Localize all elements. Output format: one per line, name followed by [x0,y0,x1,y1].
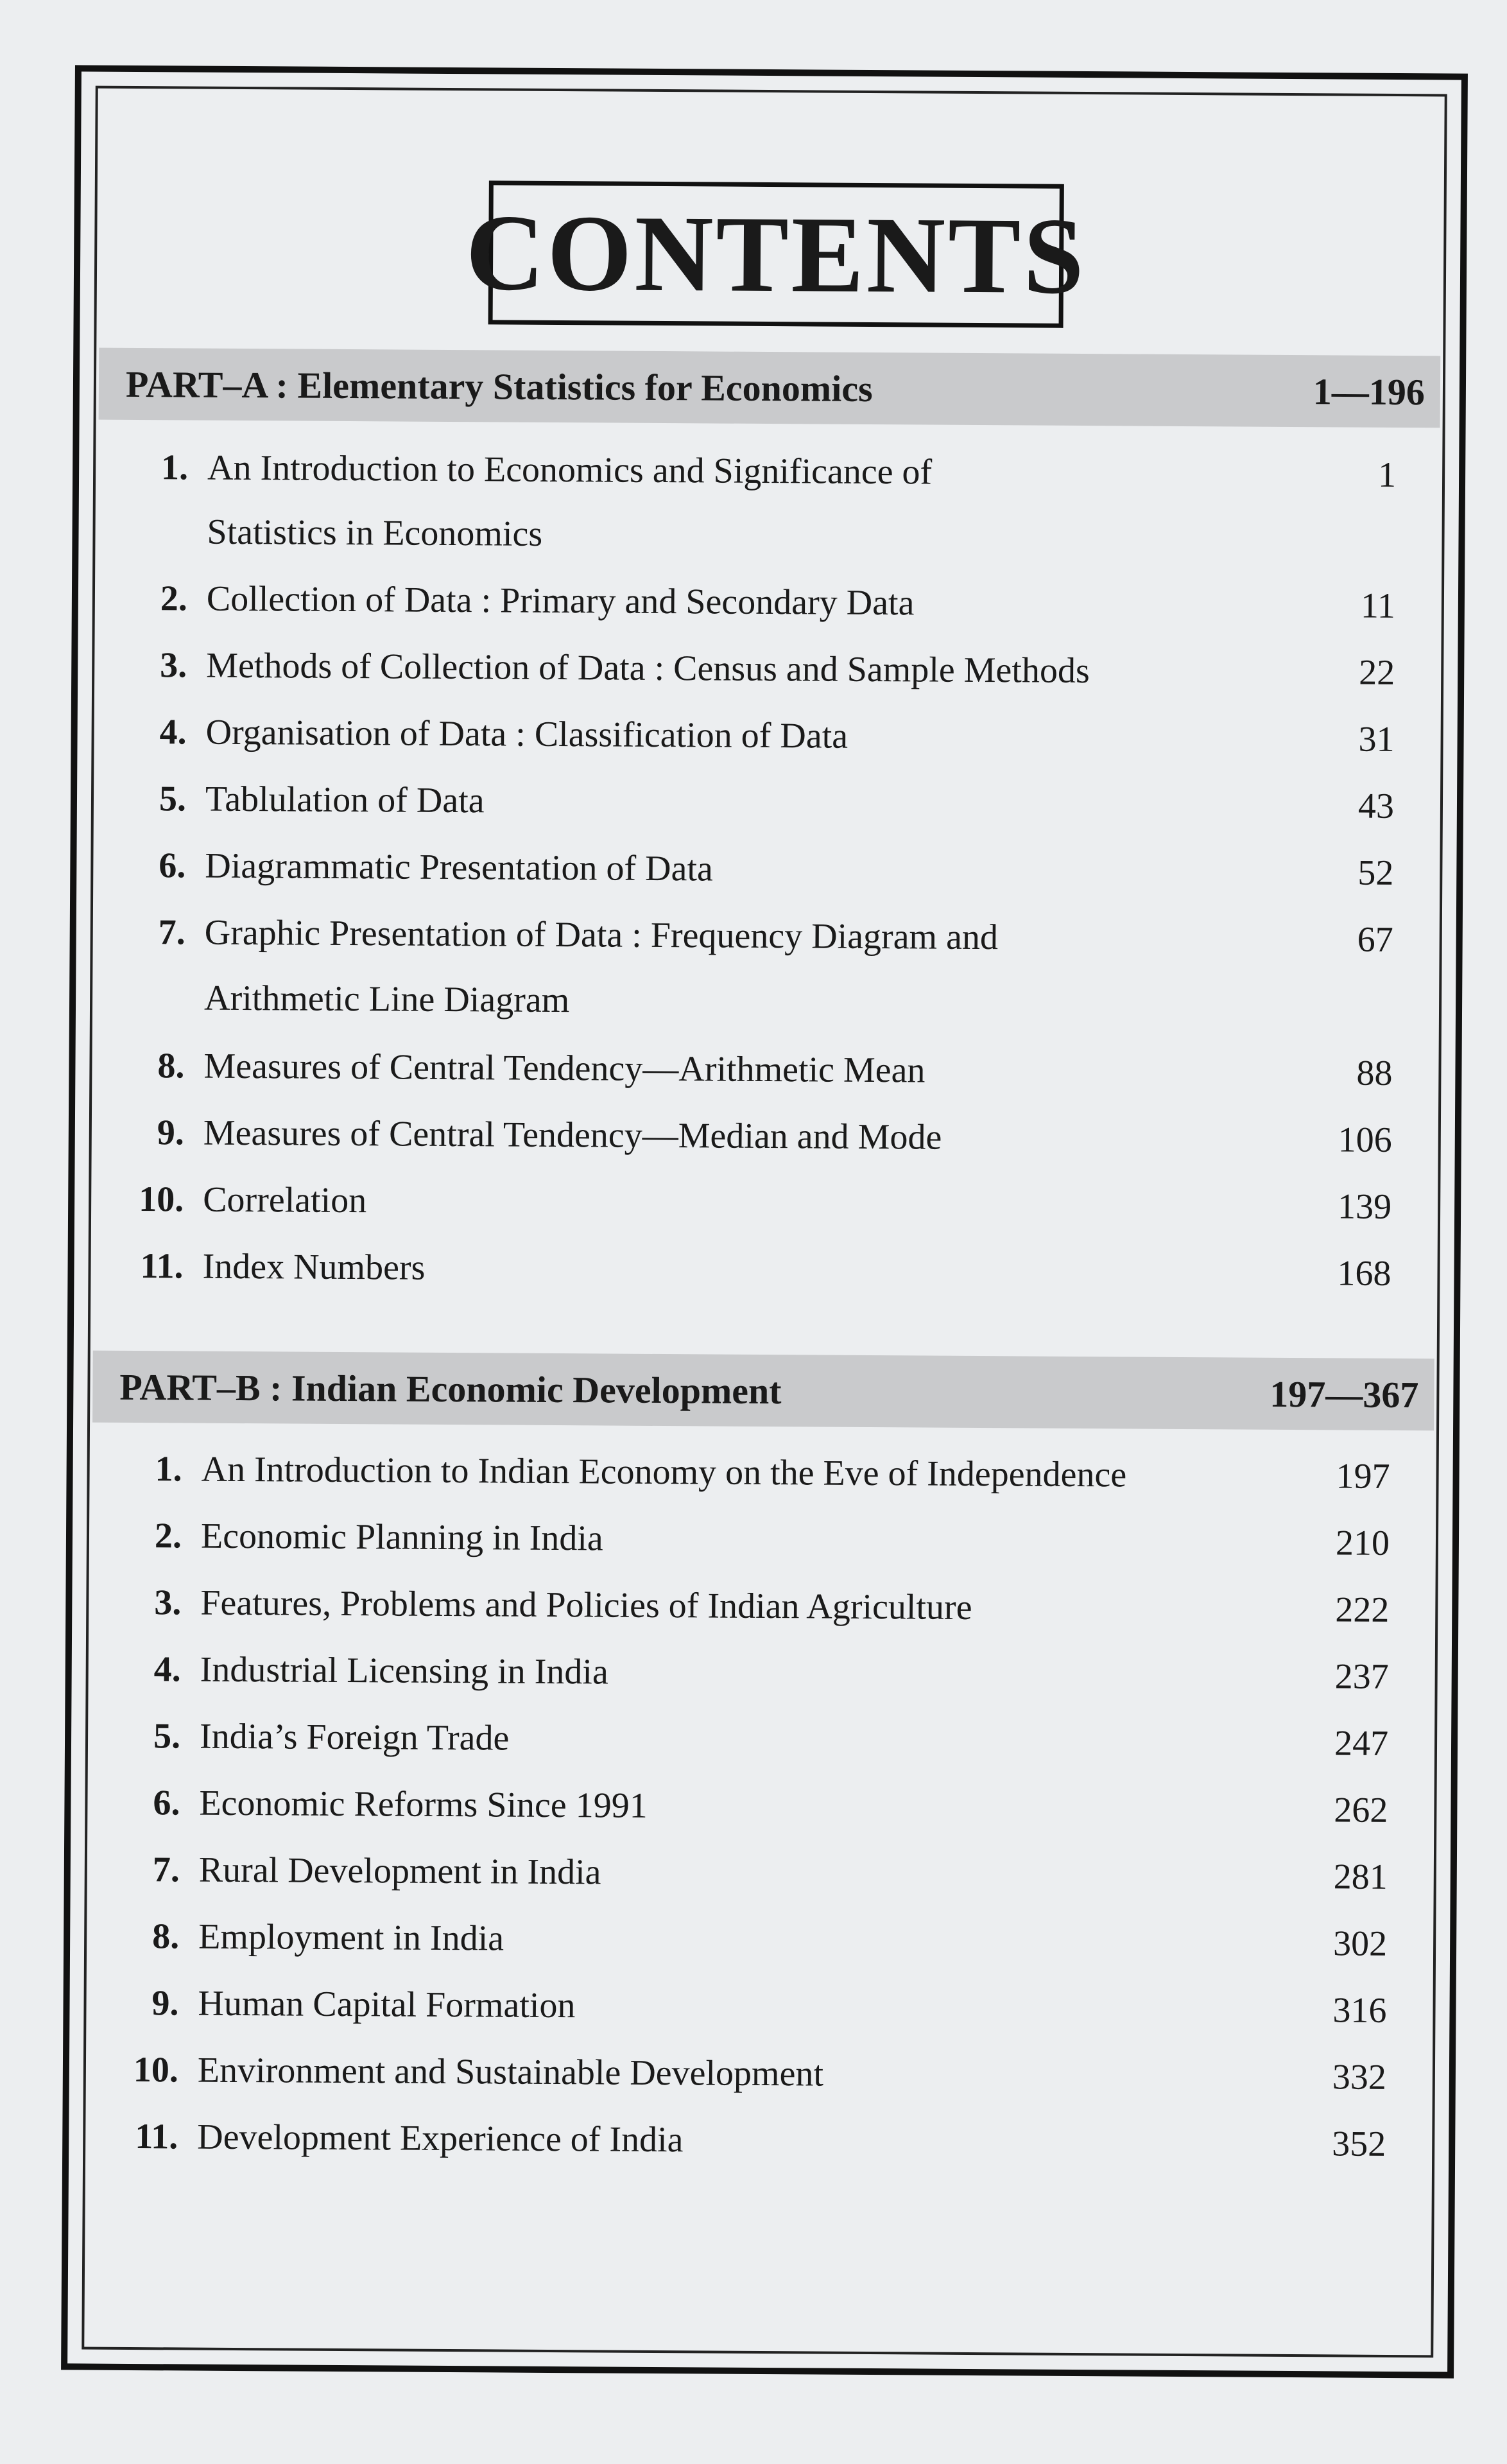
entry-title-line2: Arithmetic Line Diagram [203,978,570,1021]
entry-title: Features, Problems and Policies of Indian Agriculture [200,1583,972,1627]
entry-title: An Introduction to Economics and Significance of [207,447,933,492]
part-b-page-range: 197—367 [1270,1373,1419,1416]
entry-title: Environment and Sustainable Development [197,2050,824,2094]
entry-number: 2. [154,1516,182,1556]
entry-title: Methods of Collection of Data : Census and Sample Methods [206,645,1090,691]
entry-number: 10. [139,1179,184,1220]
entry-title: Collection of Data : Primary and Secondary Data [206,578,915,623]
entry-title: Human Capital Formation [198,1983,576,2026]
entry-number: 1. [155,1449,182,1489]
entry-title: Index Numbers [202,1246,426,1288]
entry-number: 9. [157,1113,185,1153]
entry-title: Correlation [203,1179,367,1221]
entry-page: 197 [1336,1456,1390,1497]
part-a-header [99,348,1441,428]
entry-page: 67 [1357,919,1393,960]
entry-number: 6. [153,1783,180,1823]
part-b-title: PART–B : Indian Economic Development [119,1366,782,1412]
entry-page: 316 [1332,1990,1387,2031]
part-b-header [92,1351,1434,1431]
entry-page: 332 [1332,2057,1387,2097]
entry-page: 210 [1335,1523,1390,1563]
entry-page: 302 [1332,1923,1388,1964]
entry-title: Development Experience of India [197,2117,684,2160]
toc-entry[interactable] [95,1034,1436,1093]
entry-title: Diagrammatic Presentation of Data [205,846,714,889]
entry-title: Measures of Central Tendency—Arithmetic Mean [203,1046,926,1091]
entry-page: 139 [1337,1186,1392,1227]
entry-title: Graphic Presentation of Data : Frequency Diagram and [204,912,999,958]
entry-number: 5. [153,1716,181,1757]
entry-title: Tablulation of Data [205,779,485,821]
entry-page: 262 [1334,1790,1388,1830]
entry-page: 247 [1334,1723,1389,1764]
entry-page: 352 [1332,2124,1386,2164]
entry-number: 3. [160,645,187,686]
entry-number: 8. [151,1916,180,1957]
entry-page: 31 [1358,719,1395,759]
entry-page: 237 [1334,1656,1389,1697]
entry-title: Rural Development in India [198,1850,601,1893]
entry-number: 8. [157,1046,185,1086]
entry-number: 4. [159,712,187,752]
entry-page: 88 [1356,1053,1393,1093]
entry-title-line2: Statistics in Economics [207,512,543,554]
entry-number: 2. [160,578,188,619]
entry-page: 11 [1360,586,1396,626]
entry-title: Measures of Central Tendency—Median and Mode [203,1113,942,1158]
entry-number: 7. [158,912,185,953]
contents-title-box [465,180,1087,327]
entry-number: 9. [151,1983,179,2024]
entry-page: 22 [1359,652,1395,693]
toc-entry[interactable] [98,435,1440,495]
entry-page: 1 [1377,455,1397,495]
entry-title: India’s Foreign Trade [199,1716,510,1758]
part-a-title: PART–A : Elementary Statistics for Economics [125,363,873,410]
entry-number: 11. [140,1246,184,1287]
entry-page: 52 [1357,853,1394,893]
entry-number: 7. [152,1850,180,1890]
outer-border-frame [61,65,1468,2378]
entry-title: Industrial Licensing in India [200,1649,608,1692]
entry-number: 11. [135,2117,178,2157]
entry-title: Economic Planning in India [200,1516,603,1559]
entry-number: 10. [133,2050,179,2090]
entry-number: 6. [159,846,186,886]
entry-page: 106 [1338,1120,1392,1160]
entry-title: Economic Reforms Since 1991 [199,1783,648,1826]
part-a-entries [98,435,1440,1294]
inner-border-frame [82,86,1447,2358]
entry-number: 1. [160,447,189,488]
entry-title: Employment in India [198,1916,504,1959]
toc-entry[interactable] [92,1437,1434,1497]
entry-number: 5. [159,779,187,819]
entry-number: 3. [154,1583,182,1623]
part-b-entries [92,1437,1434,2164]
entry-page: 222 [1335,1590,1390,1630]
entry-title: An Introduction to Indian Economy on the Eve of Independence [201,1449,1127,1495]
entry-page: 168 [1337,1253,1391,1294]
part-a-page-range: 1—196 [1313,370,1425,413]
contents-title: CONTENTS [465,191,1087,317]
entry-page: 43 [1357,786,1395,826]
entry-title: Organisation of Data : Classification of Data [205,712,848,756]
entry-number: 4. [153,1649,181,1690]
entry-page: 281 [1333,1857,1388,1897]
